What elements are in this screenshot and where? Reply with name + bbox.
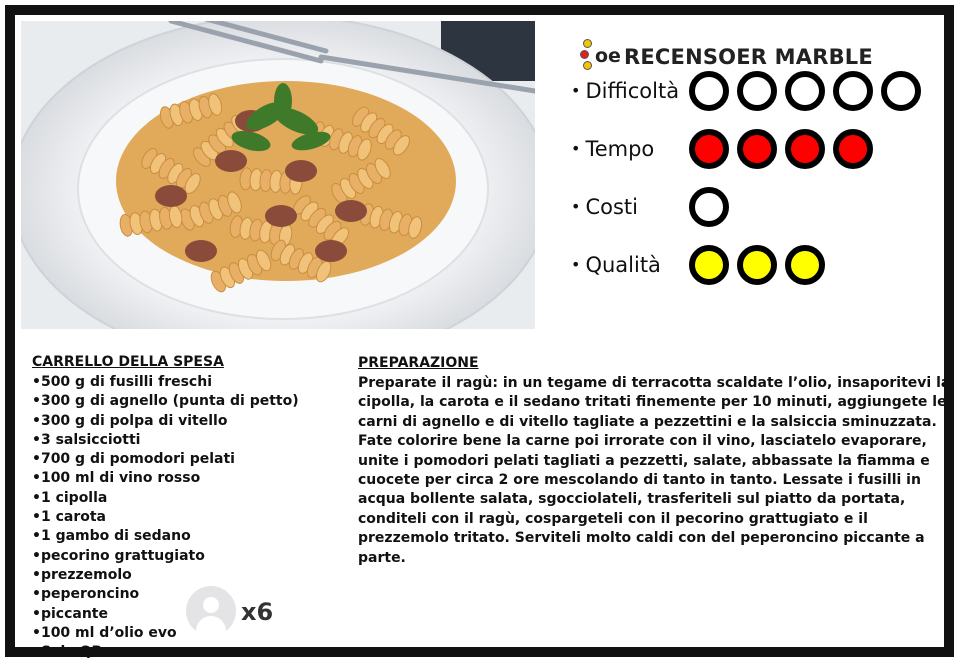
rating-label: • Tempo bbox=[571, 137, 689, 161]
ingredient-item: • piccante bbox=[32, 605, 299, 624]
rating-circle bbox=[881, 71, 921, 111]
rating-label: • Costi bbox=[571, 195, 689, 219]
rating-row bbox=[571, 69, 929, 113]
rating-circles bbox=[689, 71, 929, 111]
ingredient-item: • 500 g di fusilli freschi bbox=[32, 373, 299, 392]
brand-name: RECENSOER MARBLE bbox=[624, 45, 873, 69]
ingredient-item: • 1 carota bbox=[32, 508, 299, 527]
rating-circle bbox=[833, 71, 873, 111]
preparation-paragraph: Preparate il ragù: in un tegame di terracotta scaldate l’olio, insaporitevi la cipolla, la carota e il sedano tritati finemente per 10 minuti, aggiungete le carni di agnello e di vitello tagliate a pezzettini e la salsiccia sminuzzata. bbox=[358, 375, 951, 430]
rating-row bbox=[571, 127, 881, 171]
shopping-title: CARRELLO DELLA SPESA bbox=[32, 354, 224, 370]
ingredient-item: • prezzemolo bbox=[32, 566, 299, 585]
rating-row bbox=[571, 243, 833, 287]
rating-label: • Difficoltà bbox=[571, 79, 689, 103]
ingredient-item: • 700 g di pomodori pelati bbox=[32, 450, 299, 469]
ingredient-item: • 1 gambo di sedano bbox=[32, 527, 299, 546]
preparation-text bbox=[358, 374, 958, 568]
rating-circle bbox=[785, 71, 825, 111]
rating-circle bbox=[737, 71, 777, 111]
rating-circles bbox=[689, 129, 881, 169]
preparation-paragraph: Fate colorire bene la carne poi irrorate con il vino, lasciatelo evaporare, unite i pomodori pelati tagliati a pezzetti, salate, abbassate la fiamma e cuocete per circa 2 ore mescolando di tanto in tanto. Lessate i fusilli in acqua bollente salata, sgocciolateli, trasferiteli sul piatto da portata, conditeli con il ragù, cospargeteli con il pecorino grattugiato e il prezzemolo tritato. Serviteli molto caldi con del peperoncino piccante a parte. bbox=[358, 433, 930, 566]
ingredient-item: • 3 salsicciotti bbox=[32, 431, 299, 450]
rating-row bbox=[571, 185, 737, 229]
rating-circle bbox=[785, 245, 825, 285]
rating-circle bbox=[689, 245, 729, 285]
ingredient-item: • 1 cipolla bbox=[32, 489, 299, 508]
ingredient-item: • 300 g di polpa di vitello bbox=[32, 412, 299, 431]
rating-circle bbox=[785, 129, 825, 169]
ingredient-item: • 100 ml di vino rosso bbox=[32, 469, 299, 488]
ingredient-item: • peperoncino bbox=[32, 585, 299, 604]
recipe-card bbox=[5, 5, 954, 661]
servings-count: x6 bbox=[241, 598, 274, 626]
rating-circle bbox=[737, 129, 777, 169]
rating-circle bbox=[689, 129, 729, 169]
rating-label: • Qualità bbox=[571, 253, 689, 277]
brand-logo-text: oe bbox=[595, 45, 621, 67]
ingredient-item: • 300 g di agnello (punta di petto) bbox=[32, 392, 299, 411]
ingredient-item: • Sale QB bbox=[32, 643, 299, 662]
user-avatar-icon bbox=[186, 586, 236, 636]
rating-circle bbox=[689, 71, 729, 111]
rating-circle bbox=[737, 245, 777, 285]
preparation-title: PREPARAZIONE bbox=[358, 355, 479, 371]
rating-circles bbox=[689, 187, 737, 227]
rating-circle bbox=[833, 129, 873, 169]
ingredient-item: • pecorino grattugiato bbox=[32, 547, 299, 566]
rating-circles bbox=[689, 245, 833, 285]
rating-circle bbox=[689, 187, 729, 227]
ingredient-item: • 100 ml d’olio evo bbox=[32, 624, 299, 643]
pasta-dish-photo bbox=[21, 21, 535, 329]
